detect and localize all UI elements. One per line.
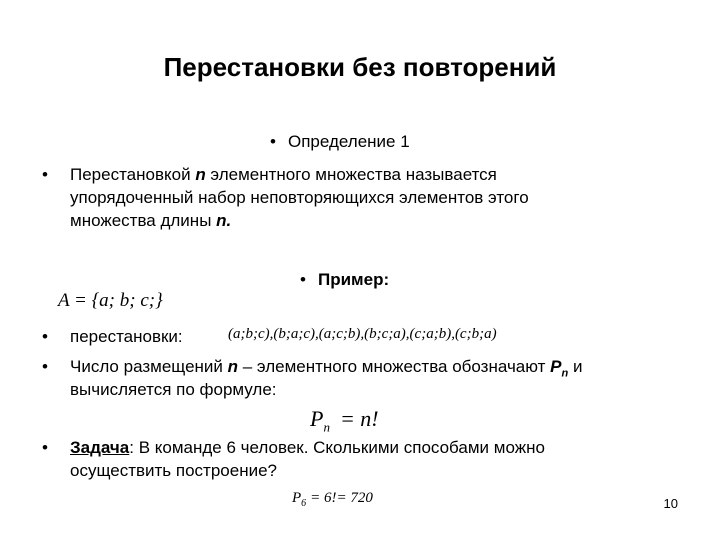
set-formula: A = {a; b; c;} (58, 290, 163, 311)
definition-line-3: множества длины n. (70, 211, 232, 230)
definition-line-1: • Перестановкой n элементного множества называется (42, 165, 497, 184)
definition-heading: • Определение 1 (270, 132, 410, 151)
example-heading: • Пример: (300, 270, 390, 289)
bullet-icon: • (300, 270, 306, 289)
bullet-icon: • (42, 165, 48, 184)
task-formula: $P_6 = 6!= 720$ (292, 490, 373, 509)
permutation-formula: $P_n = n$! (310, 406, 379, 435)
slide-title: Перестановки без повторений (163, 52, 557, 82)
bullet-icon: • (42, 327, 48, 346)
definition-line-2: упорядоченный набор неповторяющихся элементов этого (70, 188, 529, 207)
task-line-1: • Задача: В команде 6 человек. Сколькими способами можно (42, 438, 545, 457)
placements-line-2: вычисляется по формуле: (70, 380, 277, 399)
bullet-icon: • (270, 132, 276, 151)
task-line-2: осуществить построение? (70, 461, 277, 480)
page-number: 10 (663, 496, 678, 511)
placements-line-1: • Число размещений n – элементного множества обозначают $P_n$ и (42, 357, 583, 380)
bullet-icon: • (42, 438, 48, 457)
bullet-icon: • (42, 357, 48, 376)
permutations-line: • перестановки: (42, 327, 183, 346)
permutations-formula: (a;b;c),(b;a;c),(a;c;b),(b;c;a),(c;a;b),(c;b;a) (228, 326, 497, 342)
